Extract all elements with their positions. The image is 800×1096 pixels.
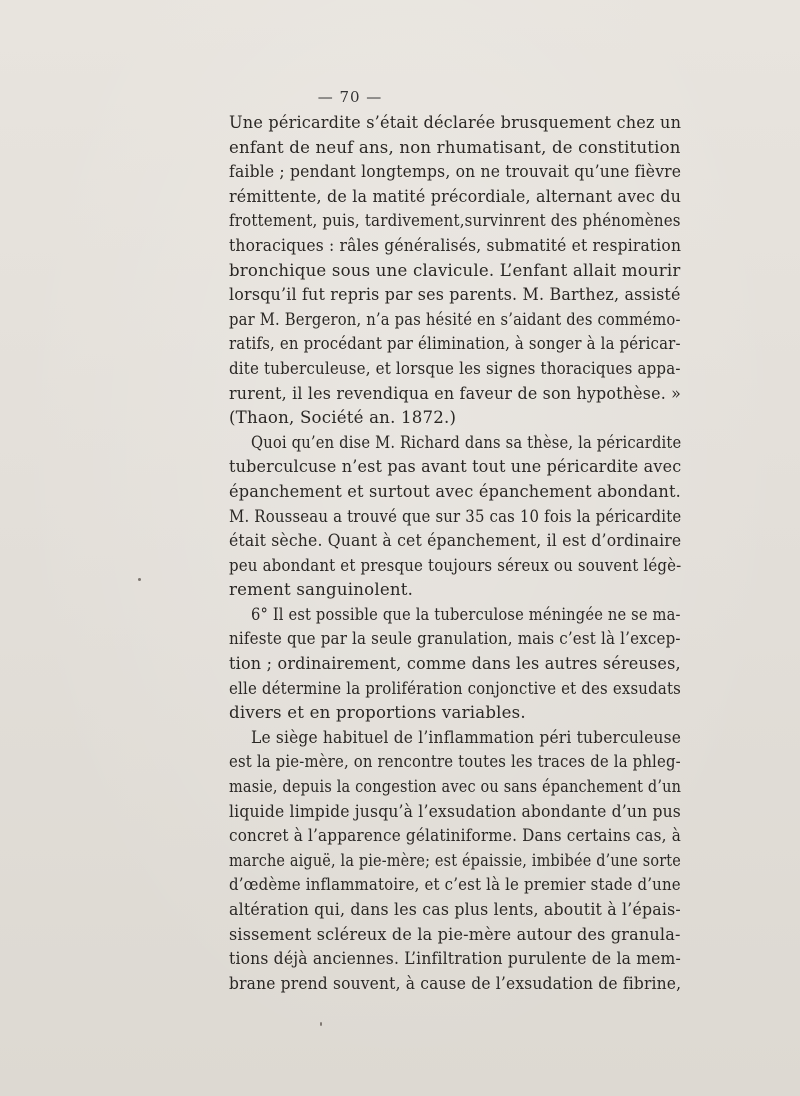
- paper-speck: [320, 1022, 322, 1026]
- text-line-content: faible ; pendant longtemps, on ne trouvait qu’une fièvre: [229, 162, 682, 182]
- text-line: [229, 160, 681, 185]
- text-line: [229, 529, 681, 554]
- text-line: [229, 382, 681, 407]
- text-line: [229, 308, 681, 333]
- text-line: [229, 136, 681, 161]
- text-line-content: sissement scléreux de la pie-mère autour des granula-: [229, 924, 681, 944]
- text-line: [229, 873, 681, 898]
- body-text: [229, 111, 681, 996]
- text-line-content: altération qui, dans les cas plus lents, aboutit à l’épais-: [229, 900, 681, 919]
- text-line-content: brane prend souvent, à cause de l’exsudation de fibrine,: [229, 973, 682, 993]
- text-line: [229, 431, 681, 456]
- text-line-content: frottement, puis, tardivement,survinrent des phénomènes: [229, 211, 681, 231]
- text-line: [229, 652, 681, 677]
- text-line: [229, 357, 681, 382]
- text-line: [229, 800, 681, 825]
- text-line: [229, 947, 681, 972]
- text-line: [229, 824, 681, 849]
- text-line: [229, 480, 681, 505]
- text-line-content: Quoi qu’en dise M. Richard dans sa thèse, la péricardite: [251, 432, 682, 452]
- text-line-content: marche aiguë, la pie-mère; est épaissie, imbibée d’une sorte: [229, 850, 681, 870]
- paper-speck: [138, 578, 141, 581]
- text-line: [229, 750, 681, 775]
- text-line: [229, 283, 681, 308]
- text-line-content: rurent, il les revendiqua en faveur de son hypothèse. »: [229, 383, 682, 403]
- text-line-content: lorsqu’il fut repris par ses parents. M. Barthez, assisté: [229, 285, 681, 305]
- text-line-content: était sèche. Quant à cet épanchement, il est d’ordinaire: [229, 531, 682, 551]
- text-line: [229, 775, 681, 800]
- text-line-content: bronchique sous une clavicule. L’enfant allait mourir: [229, 260, 681, 280]
- text-line-content: rement sanguinolent.: [229, 580, 414, 600]
- text-line: [229, 406, 681, 431]
- text-line-content: dite tuberculeuse, et lorsque les signes thoraciques appa-: [229, 358, 681, 378]
- text-line-content: 6° Il est possible que la tuberculose méningée ne se ma-: [251, 604, 681, 624]
- text-line: [229, 185, 681, 210]
- text-line: [229, 209, 681, 234]
- text-line-content: par M. Bergeron, n’a pas hésité en s’aidant des commémo-: [229, 309, 681, 329]
- text-line: [229, 923, 681, 948]
- text-line: [229, 505, 681, 530]
- text-line-content: rémittente, de la matité précordiale, alternant avec du: [229, 186, 682, 206]
- text-line-content: Une péricardite s’était déclarée brusquement chez un: [229, 113, 682, 132]
- text-line: [229, 972, 681, 997]
- text-line-content: liquide limpide jusqu’à l’exsudation abondante d’un pus: [229, 801, 681, 821]
- text-line: [229, 455, 681, 480]
- text-line: [229, 332, 681, 357]
- text-line-content: concret à l’apparence gélatiniforme. Dans certains cas, à: [229, 826, 681, 846]
- text-line: [229, 554, 681, 579]
- text-line-content: tions déjà anciennes. L’infiltration purulente de la mem-: [229, 949, 681, 969]
- page-number: — 70 —: [317, 88, 383, 106]
- text-line-content: tion ; ordinairement, comme dans les autres séreuses,: [229, 654, 681, 674]
- text-line-content: Le siège habituel de l’inflammation péri tuberculeuse: [251, 727, 682, 747]
- text-line-content: thoraciques : râles généralisés, submatité et respiration: [229, 235, 682, 255]
- text-line: [229, 578, 681, 603]
- text-line: [229, 234, 681, 259]
- text-line-content: elle détermine la prolifération conjonctive et des exsudats: [229, 678, 681, 698]
- text-line-content: peu abondant et presque toujours séreux ou souvent légè-: [229, 555, 682, 575]
- text-line: [229, 627, 681, 652]
- text-line-content: M. Rousseau a trouvé que sur 35 cas 10 fois la péricardite: [229, 506, 682, 526]
- text-line-content: d’œdème inflammatoire, et c’est là le premier stade d’une: [229, 875, 681, 895]
- text-line-content: épanchement et surtout avec épanchement abondant.: [229, 481, 681, 501]
- text-line: [229, 677, 681, 702]
- text-line: [229, 701, 681, 726]
- text-line: [229, 259, 681, 284]
- text-line-content: enfant de neuf ans, non rhumatisant, de constitution: [229, 137, 681, 157]
- text-line: [229, 603, 681, 628]
- text-line-content: masie, depuis la congestion avec ou sans épanchement d’un: [229, 777, 682, 797]
- text-line-content: tuberculcuse n’est pas avant tout une péricardite avec: [229, 457, 682, 477]
- text-line-content: divers et en proportions variables.: [229, 703, 526, 723]
- text-line-content: est la pie-mère, on rencontre toutes les traces de la phleg-: [229, 752, 681, 772]
- text-line-content: (Thaon, Société an. 1872.): [229, 408, 457, 428]
- text-line: [229, 898, 681, 923]
- text-line-content: nifeste que par la seule granulation, mais c’est là l’excep-: [229, 629, 681, 649]
- text-line: [229, 849, 681, 874]
- text-line-content: ratifs, en procédant par élimination, à songer à la péricar-: [229, 334, 681, 354]
- text-line: [229, 111, 681, 136]
- text-line: [229, 726, 681, 751]
